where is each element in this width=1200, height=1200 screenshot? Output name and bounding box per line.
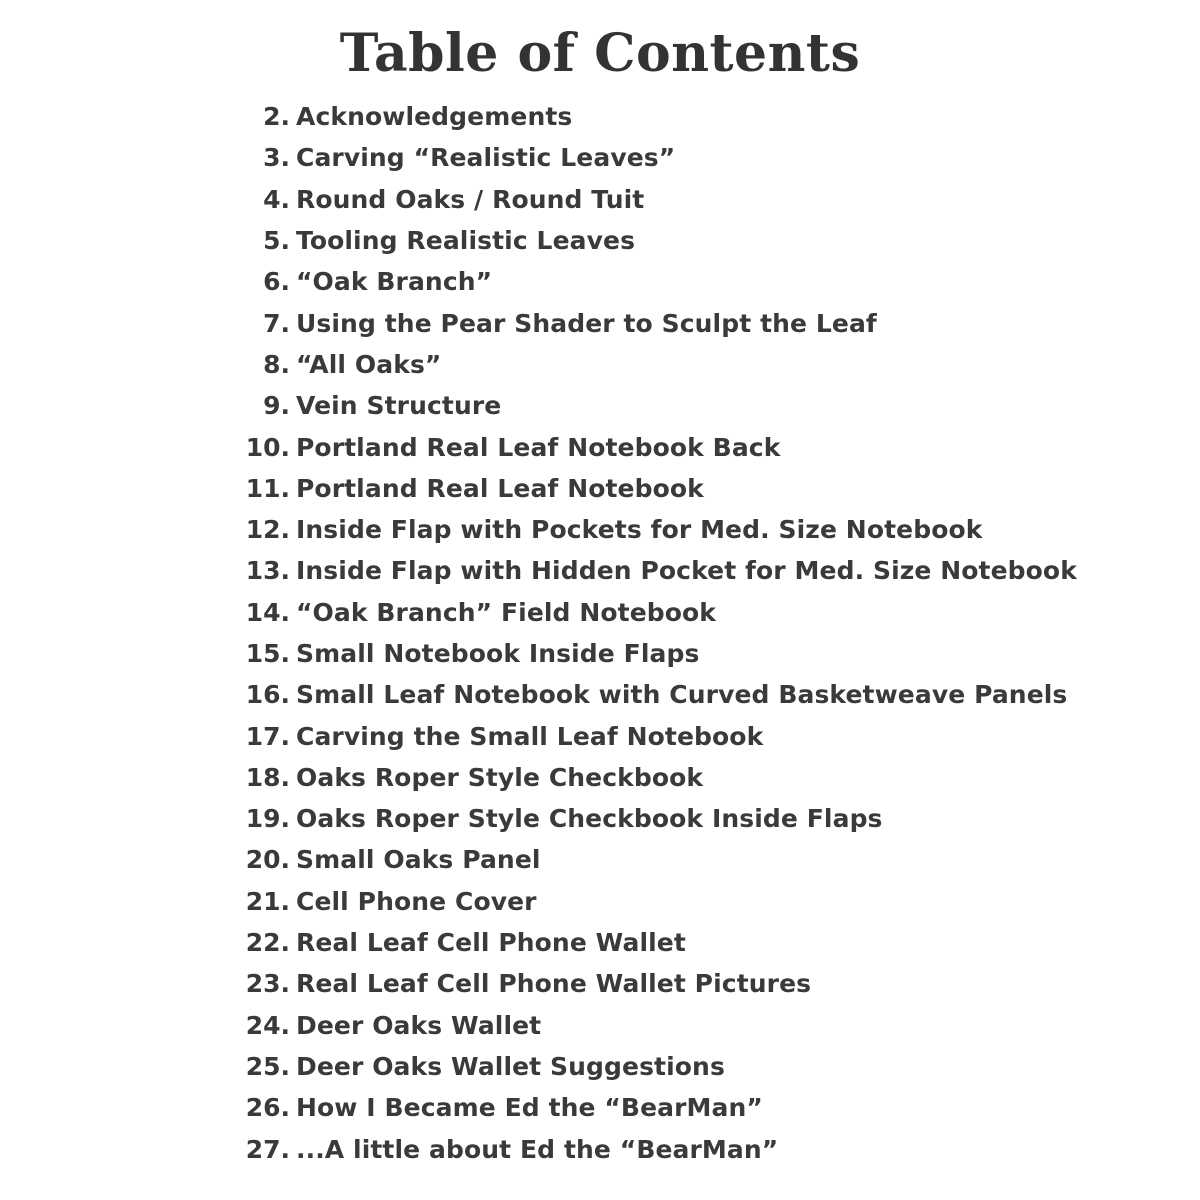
toc-entry-label: Portland Real Leaf Notebook Back [296, 432, 781, 462]
toc-entry [0, 1046, 1200, 1087]
toc-entry-label: Portland Real Leaf Notebook [296, 473, 704, 503]
toc-entry [0, 922, 1200, 963]
toc-entry [0, 468, 1200, 509]
toc-entry-number: 20. [245, 845, 290, 875]
toc-entry-label: How I Became Ed the “BearMan” [296, 1093, 763, 1123]
toc-entry [0, 96, 1200, 137]
toc-entry-label: Acknowledgements [296, 102, 573, 132]
toc-entry [0, 757, 1200, 798]
toc-entry-label: “Oak Branch” [296, 267, 493, 297]
toc-entry [0, 385, 1200, 426]
toc-entry-number: 2. [263, 102, 290, 132]
toc-entry [0, 592, 1200, 633]
toc-entry [0, 426, 1200, 467]
toc-entry-label: Inside Flap with Pockets for Med. Size Notebook [296, 515, 983, 545]
toc-entry-label: Round Oaks / Round Tuit [296, 184, 645, 214]
toc-entry-label: Carving the Small Leaf Notebook [296, 721, 764, 751]
toc-entry-number: 12. [245, 515, 290, 545]
toc-entry [0, 798, 1200, 839]
toc-entry-number: 22. [245, 928, 290, 958]
toc-entry-label: Small Notebook Inside Flaps [296, 639, 700, 668]
toc-entry [0, 179, 1200, 220]
toc-entry [0, 963, 1200, 1004]
toc-entry [0, 881, 1200, 922]
toc-entry-label: “All Oaks” [296, 349, 442, 379]
toc-entry [0, 715, 1200, 756]
toc-entry [0, 674, 1200, 715]
toc-list [0, 96, 1200, 1170]
page-title: Table of Contents [339, 23, 861, 84]
toc-entry-number: 10. [245, 432, 290, 462]
toc-entry-label: Oaks Roper Style Checkbook [296, 762, 704, 792]
toc-entry-label: Deer Oaks Wallet [296, 1010, 542, 1040]
toc-entry-label: Using the Pear Shader to Sculpt the Leaf [296, 308, 877, 338]
toc-entry [0, 1087, 1200, 1128]
toc-entry-number: 24. [245, 1010, 290, 1040]
toc-entry-number: 23. [245, 969, 290, 999]
toc-entry-number: 27. [245, 1134, 290, 1164]
toc-entry-label: Inside Flap with Hidden Pocket for Med. Size Notebook [296, 556, 1077, 586]
toc-entry-number: 21. [245, 886, 290, 916]
toc-entry-number: 16. [245, 680, 290, 710]
toc-entry-number: 18. [245, 762, 290, 792]
toc-entry-label: Vein Structure [296, 391, 502, 421]
toc-entry-number: 5. [263, 226, 290, 256]
toc-entry [0, 220, 1200, 261]
toc-entry [0, 1128, 1200, 1169]
toc-entry-label: Oaks Roper Style Checkbook Inside Flaps [296, 804, 883, 834]
toc-entry [0, 302, 1200, 343]
toc-entry-label: Cell Phone Cover [296, 886, 537, 916]
toc-entry-label: “Oak Branch” Field Notebook [296, 597, 717, 627]
toc-entry-number: 11. [245, 473, 290, 503]
toc-entry-label: ...A little about Ed the “BearMan” [296, 1134, 779, 1164]
toc-entry [0, 137, 1200, 178]
toc-entry-number: 7. [263, 308, 290, 338]
toc-entry-number: 4. [263, 184, 290, 214]
toc-entry-number: 8. [263, 349, 290, 379]
toc-entry-number: 9. [263, 391, 290, 421]
toc-entry-label: Deer Oaks Wallet Suggestions [296, 1051, 725, 1081]
toc-entry-number: 17. [245, 721, 290, 751]
toc-entry-number: 25. [245, 1051, 290, 1081]
toc-entry [0, 344, 1200, 385]
toc-entry-label: Real Leaf Cell Phone Wallet [296, 928, 686, 958]
toc-entry-number: 26. [245, 1093, 290, 1123]
toc-entry-label: Small Leaf Notebook with Curved Basketweave Panels [296, 680, 1068, 710]
toc-entry [0, 633, 1200, 674]
toc-entry [0, 839, 1200, 880]
toc-entry-number: 6. [263, 267, 290, 297]
toc-entry-number: 19. [245, 804, 290, 834]
toc-entry [0, 509, 1200, 550]
toc-entry-label: Tooling Realistic Leaves [296, 226, 636, 256]
toc-entry-label: Carving “Realistic Leaves” [296, 143, 676, 173]
toc-entry [0, 550, 1200, 591]
toc-entry-number: 14. [245, 597, 290, 627]
toc-entry [0, 261, 1200, 302]
toc-entry-number: 3. [263, 143, 290, 173]
toc-entry-label: Real Leaf Cell Phone Wallet Pictures [296, 969, 812, 999]
toc-entry [0, 1005, 1200, 1046]
toc-entry-number: 15. [245, 639, 290, 668]
toc-entry-label: Small Oaks Panel [296, 845, 541, 875]
toc-entry-number: 13. [245, 556, 290, 586]
